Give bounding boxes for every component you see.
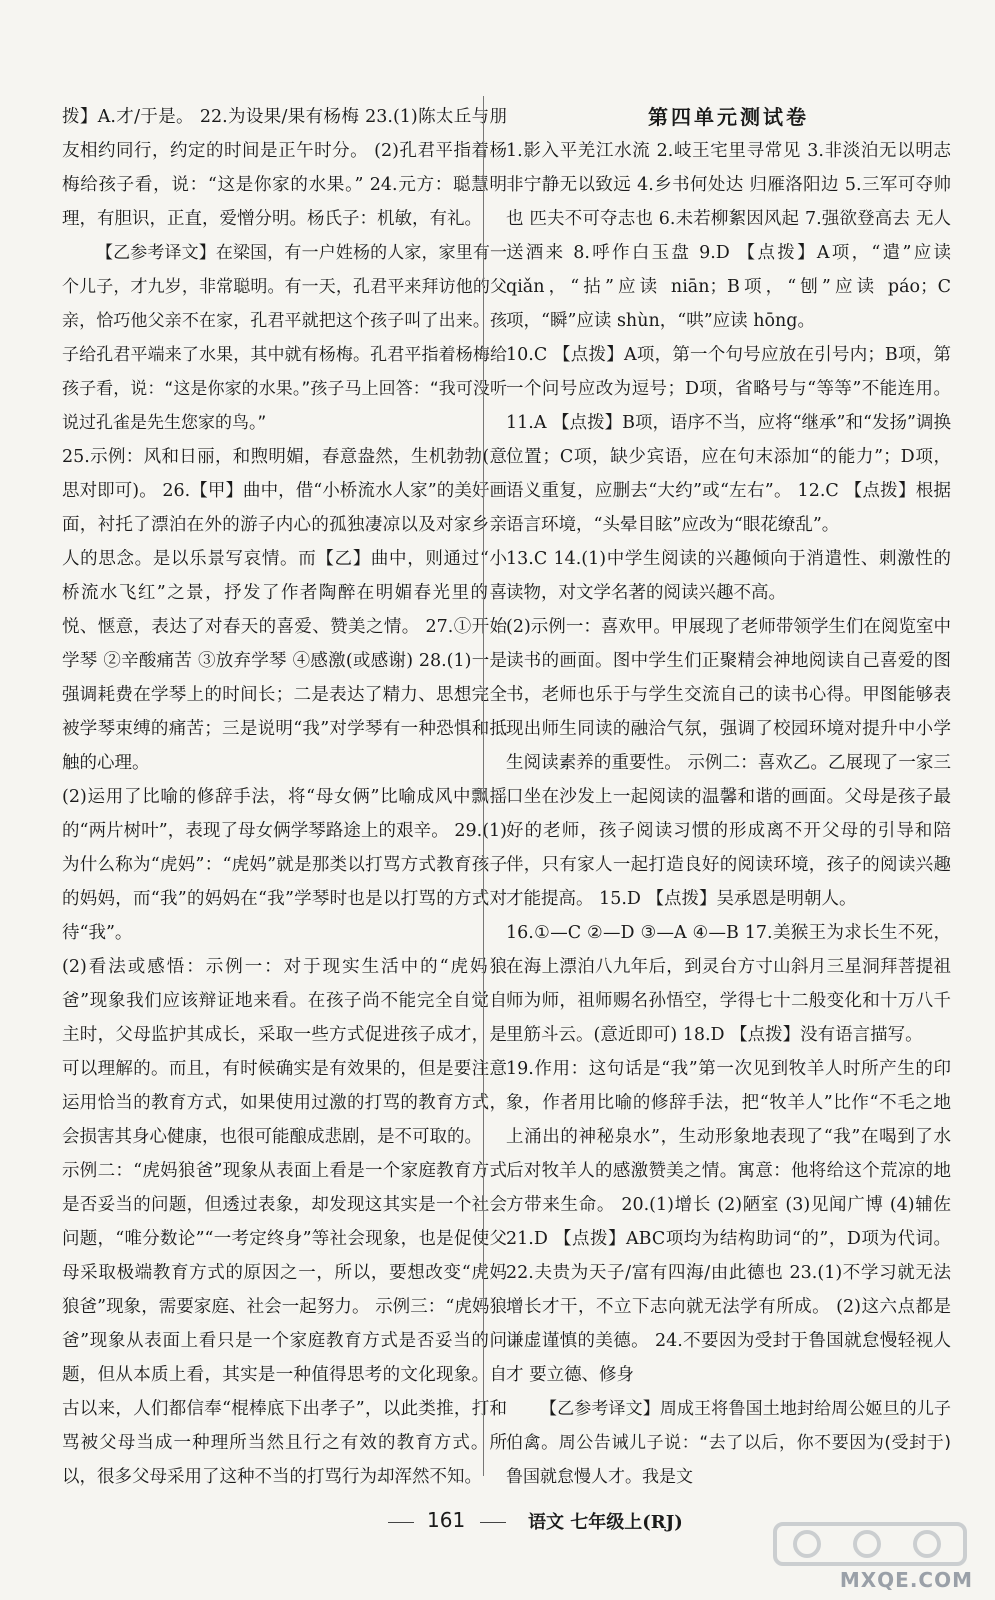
subject-label: 语文 七年级上(RJ)	[528, 1512, 683, 1533]
left-paragraph-6: 示例二：“虎妈狼爸”现象从表面上看是一个家庭教育方式是否妥当的问题，但透过表象，却发现这其实是一个社会问题，“唯分数论”“一考定终身”等社会现象，也是促使父母采取极端教育方式的原因之一，所以，要想改变“虎妈狼爸”现象，需要家庭、社会一起努力。 示例三：“虎妈狼爸”现象从表面上看只是一个家庭教育方式是否妥当的问题，但从本质上看，其实是一种值得思考的文化现象。自古以来，人们都信奉“棍棒底下出孝子”，以此类推，打和骂被父母当成一种理所当然且行之有效的教育方式。所以，很多父母采用了这种不当的打骂行为却浑然不知。	[62, 1161, 507, 1487]
right-paragraph-5: 16.①—C ②—D ③—A ④—B 17.美猴王为求长生不死，在海上漂泊八九年后，到灵台方寸山斜月三星洞拜菩提祖师为师，祖师赐名孙悟空，学得七十二般变化和十万八千里筋斗云。(意近即可) 18.D 【点拨】没有语言描写。	[506, 923, 951, 1045]
left-paragraph-2: 【乙参考译文】在梁国，有一户姓杨的人家，家里有一个儿子，才九岁，非常聪明。有一天，孔君平来拜访他的父亲，恰巧他父亲不在家，孔君平就把这个孩子叫了出来。孩子给孔君平端来了水果，其中就有杨梅。孔君平指着杨梅给孩子看，说：“这是你家的水果。”孩子马上回答：“我可没听说过孔雀是先生您家的鸟。”	[62, 243, 507, 433]
right-column	[506, 100, 951, 1494]
left-paragraph-5: (2)看法或感悟：示例一：对于现实生活中的“虎妈狼爸”现象我们应该辩证地来看。在孩子尚不能完全自觉自主时，父母监护其成长，采取一些方式促进孩子成才，是可以理解的。而且，有时候确实是有效果的，但是要注意运用恰当的教育方式，如果使用过激的打骂的教育方式，会损害其身心健康，也很可能酿成悲剧，是不可取的。	[62, 957, 507, 1147]
right-paragraph-6: 19.作用：这句话是“我”第一次见到牧羊人时所产生的印象，作者用比喻的修辞手法，把“牧羊人”比作“不毛之地上涌出的神秘泉水”，生动形象地表现了“我”在喝到了水后对牧羊人的感激赞美之情。寓意：他将给这个荒凉的地方带来生命。 20.(1)增长 (2)陋室 (3)见闻广博 (4)辅佐 21.D 【点拨】ABC项均为结构助词“的”，D项为代词。 22.夫贵为天子/富有四海/由此德也 23.(1)不学习就无法增长才干，不立下志向就无法学有所成。 (2)这六点都是谦虚谨慎的美德。 24.不要因为受封于鲁国就怠慢轻视人才 要立德、修身	[506, 1059, 951, 1385]
right-paragraph-2: 10.C 【点拨】A项，第一个句号应放在引号内；B项，第一个问号应改为逗号；D项，省略号与“等等”不能连用。 11.A 【点拨】B项，语序不当，应将“继承”和“发扬”调换位置；C项，缺少宾语，应在句末添加“的能力”；D项，语义重复，应删去“大约”或“左右”。 12.C 【点拨】根据语言环境，“头晕目眩”应改为“眼花缭乱”。	[506, 345, 951, 535]
right-paragraph-1: 1.影入平羌江水流 2.岐王宅里寻常见 3.非淡泊无以明志 非宁静无以致远 4.乡书何处达 归雁洛阳边 5.三军可夺帅也 匹夫不可夺志也 6.未若柳絮因风起 7.强欲登高去 无人送酒来 8.呼作白玉盘 9.D 【点拨】A项，“遣”应读 qiǎn，“拈”应读 niān；B项，“刨”应读 páo；C项，“瞬”应读 shùn，“哄”应读 hōng。	[506, 141, 951, 331]
right-paragraph-7: 【乙参考译文】周成王将鲁国土地封给周公姬旦的儿子伯禽。周公告诫儿子说：“去了以后，你不要因为(受封于)鲁国就怠慢人才。我是文	[506, 1399, 951, 1487]
right-paragraph-3: 13.C 14.(1)中学生阅读的兴趣倾向于消遣性、刺激性的读物，对文学名著的阅读兴趣不高。	[506, 549, 951, 603]
section-title: 第四单元测试卷	[648, 105, 809, 129]
footer-dash-left	[388, 1522, 414, 1523]
footer-dash-right	[480, 1522, 506, 1523]
right-paragraph-4: (2)示例一：喜欢甲。甲展现了老师带领学生们在阅览室中读书的画面。图中学生们正聚精会神地阅读自己喜爱的图书，老师也乐于与学生交流自己的读书心得。甲图能够表现出师生同读的融洽气氛，强调了校园环境对提升中小学生阅读素养的重要性。 示例二：喜欢乙。乙展现了一家三口坐在沙发上一起阅读的温馨和谐的画面。父母是孩子最好的老师，孩子阅读习惯的形成离不开父母的引导和陪伴，只有家人一起打造良好的阅读环境，孩子的阅读兴趣才能提高。 15.D 【点拨】吴承恩是明朝人。	[506, 617, 951, 909]
page-number: 161	[427, 1508, 466, 1532]
watermark-text: MXQE.COM	[839, 1568, 973, 1592]
left-paragraph-4: (2)运用了比喻的修辞手法，将“母女俩”比喻成风中飘摇的“两片树叶”，表现了母女俩学琴路途上的艰辛。 29.(1)为什么称为“虎妈”：“虎妈”就是那类以打骂方式教育孩子的妈妈，而“我”的妈妈在“我”学琴时也是以打骂的方式对待“我”。	[62, 787, 507, 943]
left-paragraph-3: 25.示例：风和日丽，和煦明媚，春意盎然，生机勃勃(意思对即可)。 26.【甲】曲中，借“小桥流水人家”的美好画面，衬托了漂泊在外的游子内心的孤独凄凉以及对家乡亲人的思念。是以乐景写哀情。而【乙】曲中，则通过“小桥流水飞红”之景，抒发了作者陶醉在明媚春光里的喜悦、惬意，表达了对春天的喜爱、赞美之情。 27.①开始学琴 ②辛酸痛苦 ③放弃学琴 ④感激(或感谢) 28.(1)一是强调耗费在学琴上的时间长；二是表达了精力、思想完全被学琴束缚的痛苦；三是说明“我”对学琴有一种恐惧和抵触的心理。	[62, 447, 507, 773]
left-paragraph-1: 拨】A.才/于是。 22.为设果/果有杨梅 23.(1)陈太丘与朋友相约同行，约定的时间是正午时分。 (2)孔君平指着杨梅给孩子看，说：“这是你家的水果。” 24.元方：聪慧明理，有胆识，正直，爱憎分明。杨氏子：机敏，有礼。	[62, 107, 507, 229]
column-divider	[483, 96, 484, 1476]
left-column	[62, 100, 507, 1494]
